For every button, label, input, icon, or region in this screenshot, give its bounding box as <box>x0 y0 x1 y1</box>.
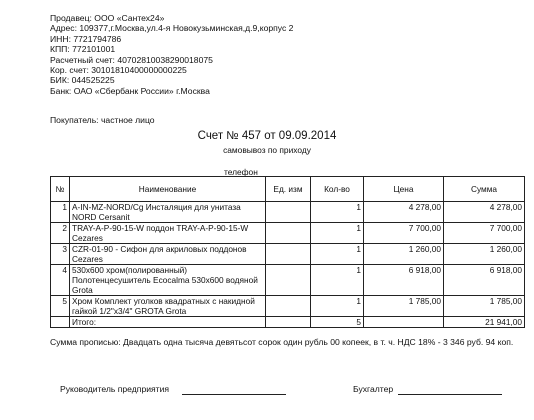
table-row <box>51 244 525 265</box>
seller-corr-account: Кор. счет: 30101810400000000225 <box>50 65 187 76</box>
invoice-title: Счет № 457 от 09.09.2014 <box>197 130 337 142</box>
row-sum: 6 918,00 <box>444 265 525 296</box>
director-signature-label: Руководитель предприятия <box>60 384 170 394</box>
seller-info <box>50 13 293 96</box>
seller-bik: БИК: 044525225 <box>50 75 115 86</box>
row-unit <box>266 265 311 296</box>
row-qty: 1 <box>311 265 364 296</box>
seller-kpp: КПП: 772101001 <box>50 44 116 55</box>
invoice-table <box>50 176 525 328</box>
table-total-row <box>51 317 525 328</box>
row-unit <box>266 223 311 244</box>
table-header-row <box>51 177 525 202</box>
row-name: 530x600 хром(полированный) Полотенцесушитель Ecocalma 530x600 водяной Grota <box>70 265 266 296</box>
seller-address: Адрес: 109377,г.Москва,ул.4-я Новокузьминская,д.9,корпус 2 <box>50 23 294 34</box>
row-price: 4 278,00 <box>364 202 444 223</box>
column-header-qty: Кол-во <box>311 177 364 202</box>
column-header-name: Наименование <box>70 177 266 202</box>
accountant-signature-label: Бухгалтер <box>353 384 394 394</box>
row-unit <box>266 202 311 223</box>
row-number: 4 <box>51 265 70 296</box>
seller-name: Продавец: ООО «Сантех24» <box>50 13 165 23</box>
row-sum: 7 700,00 <box>444 223 525 244</box>
row-name: Хром Комплект уголков квадратных с накидной гайкой 1/2"x3/4" GROTA Grota <box>70 296 266 317</box>
total-label: Итого: <box>70 317 266 328</box>
sum-in-words: Сумма прописью: Двадцать одна тысяча девятьсот сорок один рубль 00 копеек, в т. ч. НДС 18% - 3 346 руб. 94 коп. <box>50 337 514 347</box>
table-row <box>51 265 525 296</box>
total-price-cell <box>364 317 444 328</box>
table-row <box>51 223 525 244</box>
row-sum: 1 260,00 <box>444 244 525 265</box>
row-unit <box>266 244 311 265</box>
row-name: CZR-01-90 - Сифон для акриловых поддонов Cezares <box>70 244 266 265</box>
table-row <box>51 296 525 317</box>
row-qty: 1 <box>311 296 364 317</box>
row-name: A-IN-MZ-NORD/Cg Инсталяция для унитаза NORD Cersanit <box>70 202 266 223</box>
total-qty: 5 <box>311 317 364 328</box>
column-header-number: № <box>51 177 70 202</box>
column-header-price: Цена <box>364 177 444 202</box>
column-header-unit: Ед. изм <box>266 177 311 202</box>
total-unit-cell <box>266 317 311 328</box>
row-price: 1 260,00 <box>364 244 444 265</box>
accountant-signature-line <box>398 394 502 395</box>
row-unit <box>266 296 311 317</box>
director-signature-line <box>182 394 286 395</box>
row-number: 1 <box>51 202 70 223</box>
phone-label: телефон <box>224 167 258 177</box>
row-number: 5 <box>51 296 70 317</box>
total-empty-cell <box>51 317 70 328</box>
row-number: 2 <box>51 223 70 244</box>
row-qty: 1 <box>311 223 364 244</box>
row-qty: 1 <box>311 202 364 223</box>
row-name: TRAY-A-P-90-15-W поддон TRAY-A-P-90-15-W Cezares <box>70 223 266 244</box>
row-price: 1 785,00 <box>364 296 444 317</box>
seller-bank: Банк: ОАО «Сбербанк России» г.Москва <box>50 85 210 96</box>
seller-account: Расчетный счет: 40702810038290018075 <box>50 54 213 65</box>
row-sum: 4 278,00 <box>444 202 525 223</box>
row-number: 3 <box>51 244 70 265</box>
row-qty: 1 <box>311 244 364 265</box>
row-price: 6 918,00 <box>364 265 444 296</box>
buyer-info: Покупатель: частное лицо <box>50 115 155 125</box>
row-sum: 1 785,00 <box>444 296 525 317</box>
invoice-subtitle: самовывоз по приходу <box>223 145 311 155</box>
total-sum: 21 941,00 <box>444 317 525 328</box>
table-row <box>51 202 525 223</box>
column-header-sum: Сумма <box>444 177 525 202</box>
row-price: 7 700,00 <box>364 223 444 244</box>
seller-inn: ИНН: 7721794786 <box>50 33 122 44</box>
